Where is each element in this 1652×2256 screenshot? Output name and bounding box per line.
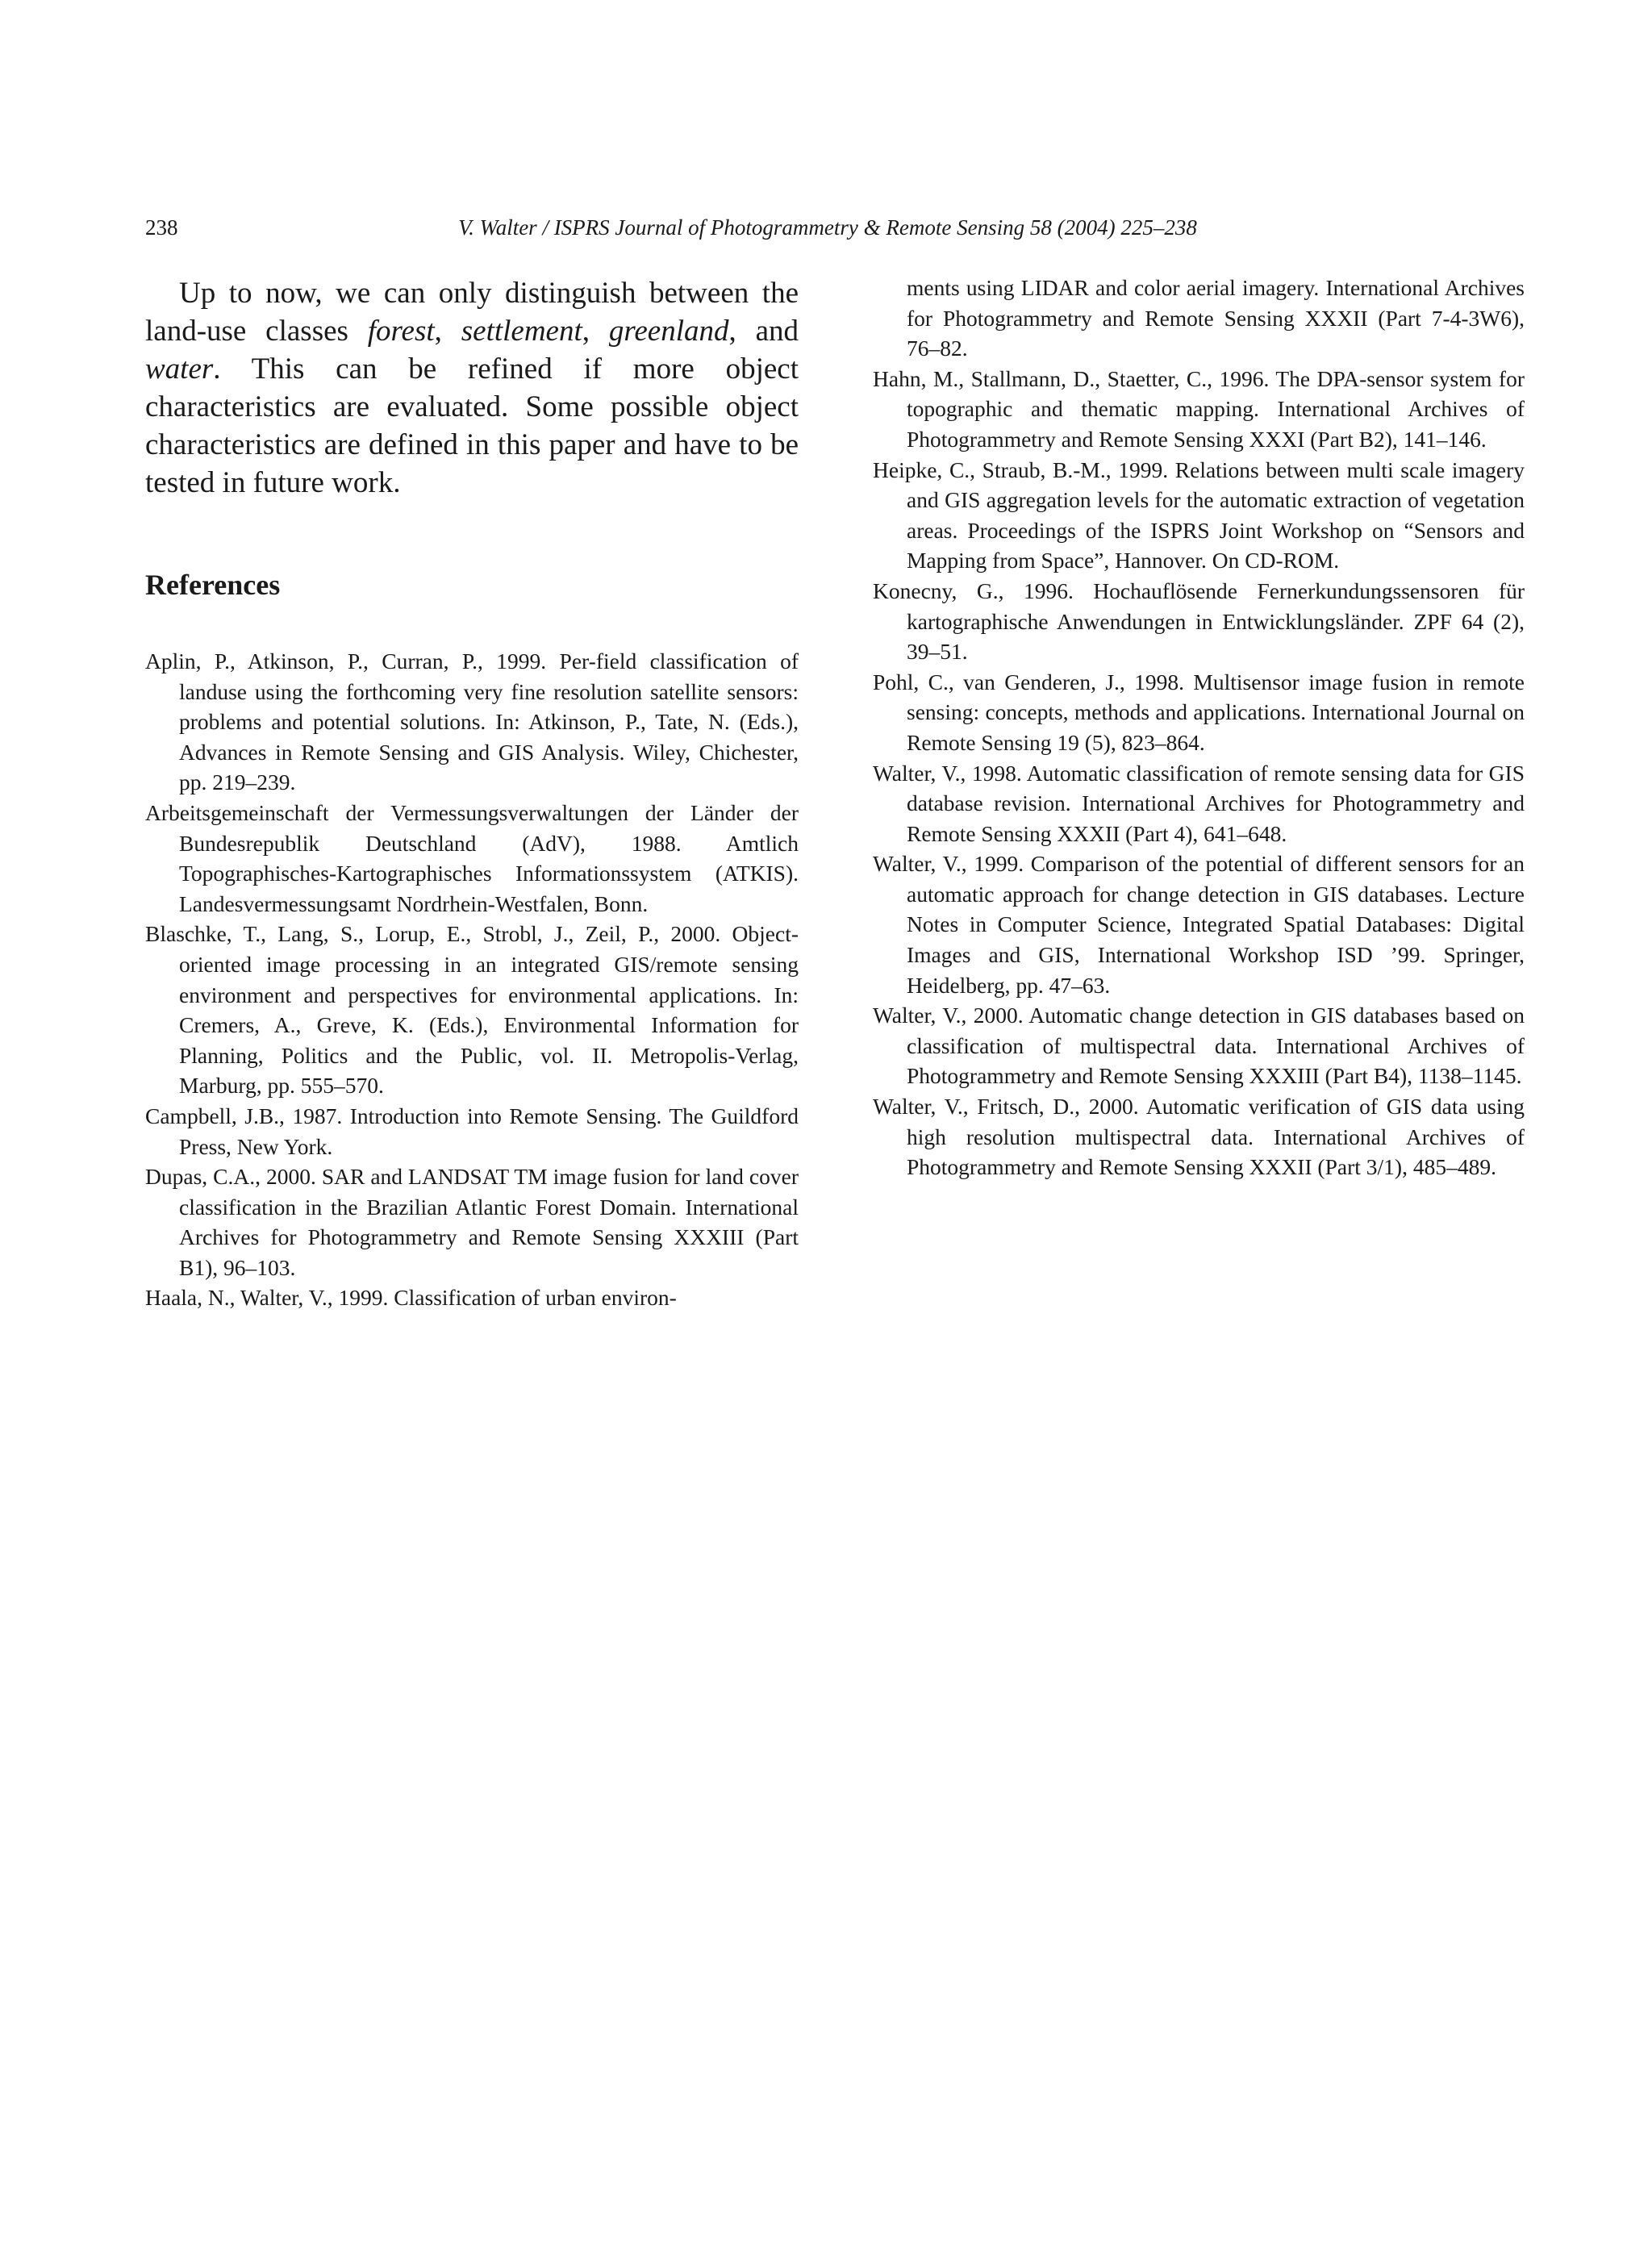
conclusion-paragraph [145,274,799,502]
separator-1: , [434,315,461,348]
left-column [145,274,799,1313]
reference-item: Walter, V., 1999. Comparison of the potential of different sensors for an automatic approach for change detection in GIS databases. Lecture Notes in Computer Science, Integrated Spatial Databases: Digital Images and GIS, International Workshop ISD ’99. Springer, Heidelberg, pp. 47–63. [873,851,1525,998]
reference-item: Dupas, C.A., 2000. SAR and LANDSAT TM image fusion for land cover classification in the Brazilian Atlantic Forest Domain. International Archives for Photogrammetry and Remote Sensing XXXIII (Part B1), 96–103. [145,1164,799,1280]
reference-item: Konecny, G., 1996. Hochauflösende Fernerkundungssensoren für kartographische Anwendungen in Entwicklungsländer. ZPF 64 (2), 39–51. [873,578,1525,665]
separator-2: , [582,315,609,348]
reference-item: Hahn, M., Stallmann, D., Staetter, C., 1996. The DPA-sensor system for topographic and thematic mapping. International Archives of Photogrammetry and Remote Sensing XXXI (Part B2), 141–146. [873,365,1525,452]
reference-item: Blaschke, T., Lang, S., Lorup, E., Strobl, J., Zeil, P., 2000. Object-oriented image processing in an integrated GIS/remote sensing environment and perspectives for environmental applications. In: Cremers, A., Greve, K. (Eds.), Environmental Information for Planning, Politics and the Public, vol. II. Metropolis-Verlag, Marburg, pp. 555–570. [145,921,799,1099]
reference-item: Haala, N., Walter, V., 1999. Classification of urban environ- [145,1285,677,1311]
reference-item: Campbell, J.B., 1987. Introduction into Remote Sensing. The Guildford Press, New York. [145,1103,799,1159]
reference-list-left [145,646,799,1313]
paragraph-text-2: . This can be refined if more object characteristics are evaluated. Some possible object characteristics are defined in this paper and have to be tested in future work. [145,352,799,499]
reference-item: Aplin, P., Atkinson, P., Curran, P., 1999. Per-field classification of landuse using the forthcoming very fine resolution satellite sensors: problems and potential solutions. In: Atkinson, P., Tate, N. (Eds.), Advances in Remote Sensing and GIS Analysis. Wiley, Chichester, pp. 219–239. [145,648,799,795]
term-water: water [145,352,214,386]
paragraph-text-1: Up to now, we can only distinguish between the land-use classes [145,277,799,348]
reference-item: Walter, V., 2000. Automatic change detection in GIS databases based on classification of multispectral data. International Archives of Photogrammetry and Remote Sensing XXXIII (Part B4), 1138–1145. [873,1003,1525,1089]
reference-continuation: ments using LIDAR and color aerial imagery. International Archives for Photogrammetry and Remote Sensing XXXII (Part 7-4-3W6), 76–82. [907,275,1525,361]
page-number: 238 [145,215,178,240]
running-head: V. Walter / ISPRS Journal of Photogrammetry & Remote Sensing 58 (2004) 225–238 [458,215,1197,240]
reference-item: Walter, V., 1998. Automatic classification of remote sensing data for GIS database revision. International Archives for Photogrammetry and Remote Sensing XXXII (Part 4), 641–648. [873,760,1525,846]
reference-item: Heipke, C., Straub, B.-M., 1999. Relations between multi scale imagery and GIS aggregation levels for the automatic extraction of vegetation areas. Proceedings of the ISPRS Joint Workshop on “Sensors and Mapping from Space”, Hannover. On CD-ROM. [873,457,1525,573]
reference-item: Arbeitsgemeinschaft der Vermessungsverwaltungen der Länder der Bundesrepublik Deutschland (AdV), 1988. Amtlich Topographisches-Kartographisches Informationssystem (ATKIS). Landesvermessungsamt Nordrhein-Westfalen, Bonn. [145,799,799,916]
right-column [873,273,1525,1182]
term-settlement: settlement [461,315,582,348]
reference-item: Pohl, C., van Genderen, J., 1998. Multisensor image fusion in remote sensing: concepts, methods and applications. International Journal on Remote Sensing 19 (5), 823–864. [873,669,1525,755]
separator-3: , and [728,315,799,348]
term-greenland: greenland [608,315,729,348]
page-header [145,211,1510,244]
term-forest: forest [367,315,435,348]
reference-list-right [873,364,1525,1182]
references-heading: References [145,569,281,601]
reference-item: Walter, V., Fritsch, D., 2000. Automatic verification of GIS data using high resolution multispectral data. International Archives of Photogrammetry and Remote Sensing XXXII (Part 3/1), 485–489. [873,1094,1525,1180]
